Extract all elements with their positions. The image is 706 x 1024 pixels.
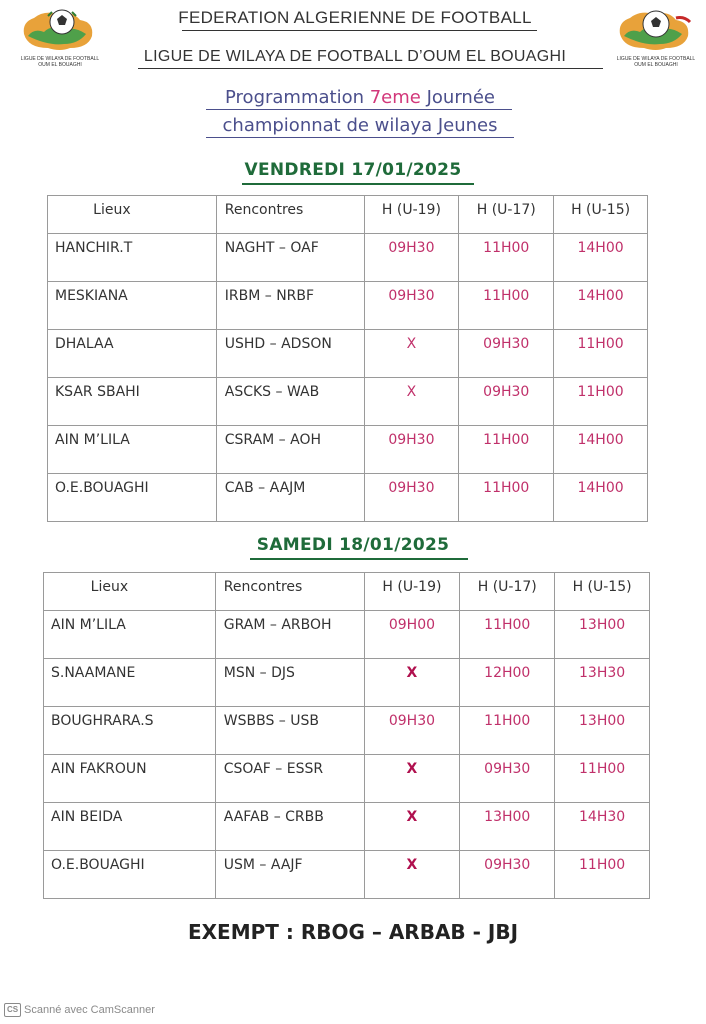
column-header-u15: H (U-15): [555, 573, 650, 611]
venue-cell: HANCHIR.T: [48, 234, 217, 282]
time-u15-cell: 13H00: [555, 707, 650, 755]
table-row: [48, 330, 648, 378]
column-header-rencontres: Rencontres: [216, 196, 364, 234]
column-header-rencontres: Rencontres: [215, 573, 364, 611]
federation-title: FEDERATION ALGERIENNE DE FOOTBALL: [178, 8, 532, 27]
logo-caption-right: LIGUE DE WILAYA DE FOOTBALL OUM EL BOUAGHI: [616, 56, 696, 68]
scanner-footer-text: Scanné avec CamScanner: [24, 1003, 155, 1016]
time-u19-cell: 09H30: [364, 707, 460, 755]
time-u19-cell: 09H00: [364, 611, 460, 659]
time-u17-cell: 11H00: [459, 282, 554, 330]
time-u17-cell: 09H30: [460, 851, 555, 899]
venue-cell: AIN M’LILA: [48, 426, 217, 474]
schedule-table-friday: [47, 195, 648, 522]
time-u17-cell: 13H00: [460, 803, 555, 851]
column-header-u17: H (U-17): [459, 196, 554, 234]
venue-cell: AIN FAKROUN: [44, 755, 216, 803]
time-u17-cell: 11H00: [459, 474, 554, 522]
time-u15-cell: 14H30: [555, 803, 650, 851]
match-cell: NAGHT – OAF: [216, 234, 364, 282]
venue-cell: O.E.BOUAGHI: [44, 851, 216, 899]
venue-cell: MESKIANA: [48, 282, 217, 330]
column-header-lieux: Lieux: [48, 196, 217, 234]
scanner-footer: [4, 1003, 155, 1017]
time-u19-cell: 09H30: [364, 282, 459, 330]
table-row: [44, 803, 650, 851]
time-u15-cell: 13H00: [555, 611, 650, 659]
league-logo-right: [610, 4, 702, 78]
table-row: [44, 611, 650, 659]
venue-cell: S.NAAMANE: [44, 659, 216, 707]
time-u15-cell: 14H00: [554, 474, 648, 522]
time-u15-cell: 11H00: [555, 851, 650, 899]
table-row: [48, 426, 648, 474]
time-u19-cell: X: [364, 803, 460, 851]
match-cell: CSRAM – AOH: [216, 426, 364, 474]
venue-cell: KSAR SBAHI: [48, 378, 217, 426]
logo-caption-left: LIGUE DE WILAYA DE FOOTBALL OUM EL BOUAGHI: [20, 56, 100, 68]
time-u15-cell: 13H30: [555, 659, 650, 707]
match-cell: CSOAF – ESSR: [215, 755, 364, 803]
round-number: 7eme: [369, 87, 421, 108]
time-u15-cell: 11H00: [554, 378, 648, 426]
title-underline: [206, 109, 512, 110]
day-title-saturday: SAMEDI 18/01/2025: [256, 535, 450, 555]
time-u17-cell: 11H00: [459, 234, 554, 282]
match-cell: AAFAB – CRBB: [215, 803, 364, 851]
match-cell: GRAM – ARBOH: [215, 611, 364, 659]
column-header-u19: H (U-19): [364, 196, 459, 234]
time-u19-cell: X: [364, 851, 460, 899]
time-u19-cell: 09H30: [364, 234, 459, 282]
table-header-row: [48, 196, 648, 234]
title-underline: [206, 137, 514, 138]
time-u15-cell: 14H00: [554, 234, 648, 282]
column-header-u15: H (U-15): [554, 196, 648, 234]
camscanner-icon: CS: [4, 1003, 21, 1017]
day-underline: [250, 558, 468, 560]
time-u17-cell: 09H30: [459, 330, 554, 378]
match-cell: ASCKS – WAB: [216, 378, 364, 426]
league-logo-icon: [610, 4, 702, 56]
table-header-row: [44, 573, 650, 611]
table-row: [44, 755, 650, 803]
table-row: [44, 707, 650, 755]
time-u19-cell: 09H30: [364, 474, 459, 522]
programme-title: Programmation 7eme Journée: [225, 87, 495, 108]
column-header-u19: H (U-19): [364, 573, 460, 611]
time-u15-cell: 14H00: [554, 282, 648, 330]
match-cell: CAB – AAJM: [216, 474, 364, 522]
table-row: [48, 234, 648, 282]
day-underline: [242, 183, 474, 185]
venue-cell: AIN BEIDA: [44, 803, 216, 851]
venue-cell: AIN M’LILA: [44, 611, 216, 659]
venue-cell: DHALAA: [48, 330, 217, 378]
table-row: [44, 851, 650, 899]
time-u15-cell: 14H00: [554, 426, 648, 474]
league-logo-icon: [14, 4, 106, 56]
championship-title: championnat de wilaya Jeunes: [222, 115, 498, 136]
match-cell: IRBM – NRBF: [216, 282, 364, 330]
time-u15-cell: 11H00: [555, 755, 650, 803]
time-u17-cell: 11H00: [459, 426, 554, 474]
time-u19-cell: X: [364, 755, 460, 803]
match-cell: USHD – ADSON: [216, 330, 364, 378]
time-u17-cell: 11H00: [460, 611, 555, 659]
venue-cell: BOUGHRARA.S: [44, 707, 216, 755]
league-title: LIGUE DE WILAYA DE FOOTBALL D’OUM EL BOUAGHI: [143, 48, 567, 65]
table-row: [48, 378, 648, 426]
match-cell: MSN – DJS: [215, 659, 364, 707]
column-header-u17: H (U-17): [460, 573, 555, 611]
header-divider: [182, 30, 537, 31]
time-u19-cell: X: [364, 330, 459, 378]
table-row: [44, 659, 650, 707]
header-divider: [138, 68, 603, 69]
time-u19-cell: X: [364, 378, 459, 426]
exempt-teams: EXEMPT : RBOG – ARBAB - JBJ: [187, 920, 519, 944]
time-u17-cell: 11H00: [460, 707, 555, 755]
schedule-table-saturday: [43, 572, 650, 899]
time-u17-cell: 12H00: [460, 659, 555, 707]
time-u19-cell: 09H30: [364, 426, 459, 474]
table-row: [48, 474, 648, 522]
table-row: [48, 282, 648, 330]
time-u17-cell: 09H30: [459, 378, 554, 426]
match-cell: WSBBS – USB: [215, 707, 364, 755]
time-u19-cell: X: [364, 659, 460, 707]
venue-cell: O.E.BOUAGHI: [48, 474, 217, 522]
column-header-lieux: Lieux: [44, 573, 216, 611]
match-cell: USM – AAJF: [215, 851, 364, 899]
day-title-friday: VENDREDI 17/01/2025: [244, 160, 462, 180]
league-logo-left: [14, 4, 106, 78]
time-u15-cell: 11H00: [554, 330, 648, 378]
time-u17-cell: 09H30: [460, 755, 555, 803]
